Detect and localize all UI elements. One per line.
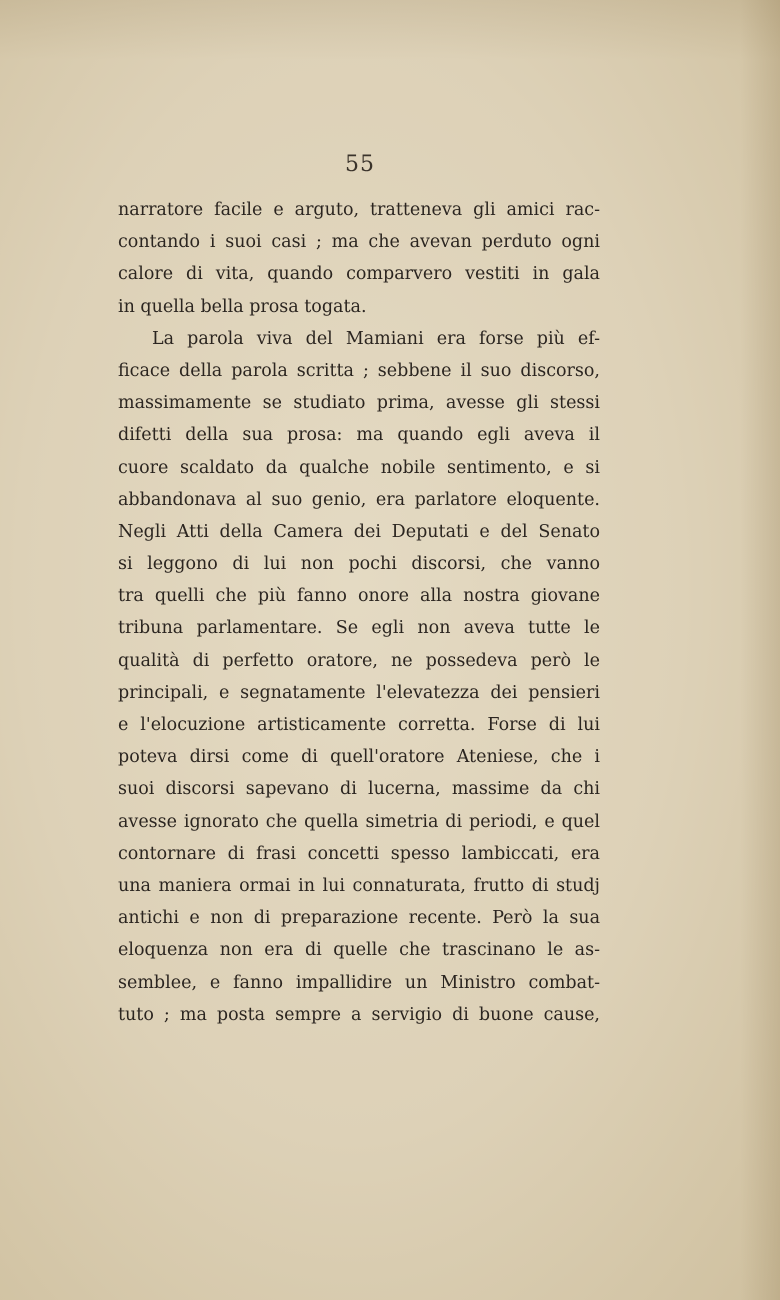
text-line: una maniera ormai in lui connaturata, frutto di studj xyxy=(118,875,600,896)
text-line: contornare di frasi concetti spesso lambiccati, era xyxy=(118,843,600,864)
text-line: principali, e segnatamente l'elevatezza dei pensieri xyxy=(118,682,600,703)
text-line: si leggono di lui non pochi discorsi, che vanno xyxy=(118,554,600,575)
page-edge-shadow xyxy=(740,0,780,1300)
text-line: cuore scaldato da qualche nobile sentimento, e si xyxy=(118,457,600,478)
text-line: qualità di perfetto oratore, ne possedeva però le xyxy=(118,650,600,671)
text-line: antichi e non di preparazione recente. Però la sua xyxy=(118,908,600,929)
text-line: poteva dirsi come di quell'oratore Ateniese, che i xyxy=(118,747,600,768)
paragraph-end-line: in quella bella prosa togata. xyxy=(118,296,367,317)
text-line: tra quelli che più fanno onore alla nostra giovane xyxy=(118,586,600,607)
text-line: suoi discorsi sapevano di lucerna, massime da chi xyxy=(118,779,600,800)
text-line: calore di vita, quando comparvero vestiti in gala xyxy=(118,264,600,285)
text-line: ficace della parola scritta ; sebbene il suo discorso, xyxy=(118,360,600,381)
body-text xyxy=(118,194,600,1031)
text-line: massimamente se studiato prima, avesse gli stessi xyxy=(118,393,600,414)
paragraph-start-line: La parola viva del Mamiani era forse più ef- xyxy=(152,328,600,349)
text-line: abbandonava al suo genio, era parlatore eloquente. xyxy=(118,489,600,510)
text-line: semblee, e fanno impallidire un Ministro combat- xyxy=(118,972,600,993)
text-line: difetti della sua prosa: ma quando egli aveva il xyxy=(118,425,600,446)
text-line: tribuna parlamentare. Se egli non aveva tutte le xyxy=(118,618,600,639)
text-line: tuto ; ma posta sempre a servigio di buone cause, xyxy=(118,1004,600,1025)
text-line: narratore facile e arguto, tratteneva gli amici rac- xyxy=(118,200,600,220)
text-line: eloquenza non era di quelle che trascinano le as- xyxy=(118,940,600,961)
text-line: Negli Atti della Camera dei Deputati e del Senato xyxy=(118,521,600,542)
page-number: 55 xyxy=(345,152,375,177)
text-line: avesse ignorato che quella simetria di periodi, e quel xyxy=(118,811,600,832)
text-line: e l'elocuzione artisticamente corretta. Forse di lui xyxy=(118,715,600,735)
page-top-shadow xyxy=(0,0,780,60)
text-line: contando i suoi casi ; ma che avevan perduto ogni xyxy=(118,232,600,253)
